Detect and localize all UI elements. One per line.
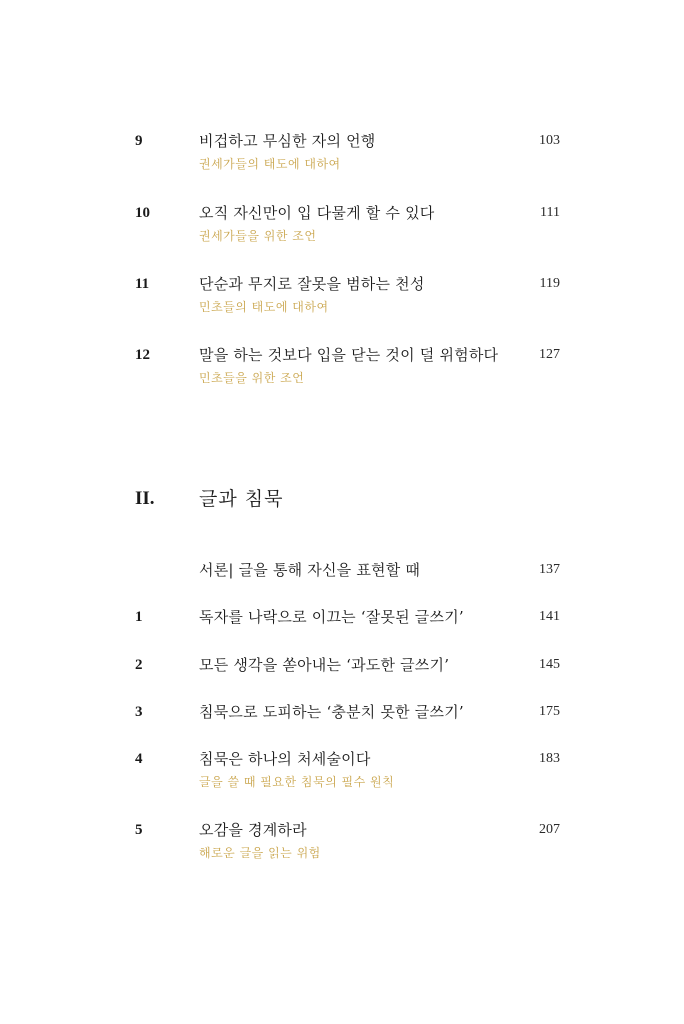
chapter-number: 11 xyxy=(135,276,150,292)
chapter-title: 독자를 나락으로 이끄는 ‘잘못된 글쓰기’ xyxy=(199,608,464,626)
section-number: II. xyxy=(135,488,155,509)
chapter-title: 오직 자신만이 입 다물게 할 수 있다 xyxy=(199,204,435,222)
chapter-subtitle: 민초들의 태도에 대하여 xyxy=(199,300,329,314)
page-number: 175 xyxy=(539,704,560,719)
page-number: 103 xyxy=(539,133,560,148)
chapter-subtitle: 해로운 글을 읽는 위험 xyxy=(199,846,321,860)
chapter-title: 모든 생각을 쏟아내는 ‘과도한 글쓰기’ xyxy=(199,656,450,674)
chapter-number: 4 xyxy=(135,751,143,767)
chapter-number: 9 xyxy=(135,133,143,149)
chapter-number: 2 xyxy=(135,657,143,673)
chapter-subtitle: 권세가들의 태도에 대하여 xyxy=(199,157,341,171)
chapter-title: 비겁하고 무심한 자의 언행 xyxy=(199,132,376,150)
page-number: 137 xyxy=(539,562,560,577)
page-number: 127 xyxy=(539,347,560,362)
chapter-title: 오감을 경계하라 xyxy=(199,821,307,839)
chapter-number: 5 xyxy=(135,822,143,838)
page-number: 111 xyxy=(540,205,560,220)
page-number: 183 xyxy=(539,751,560,766)
chapter-number: 12 xyxy=(135,347,150,363)
chapter-title: 침묵으로 도피하는 ‘충분치 못한 글쓰기’ xyxy=(199,703,464,721)
chapter-subtitle: 민초들을 위한 조언 xyxy=(199,371,305,385)
chapter-number: 10 xyxy=(135,205,150,221)
chapter-title: 말을 하는 것보다 입을 닫는 것이 덜 위험하다 xyxy=(199,346,499,364)
chapter-title: 침묵은 하나의 처세술이다 xyxy=(199,750,371,768)
chapter-title: 서론| 글을 통해 자신을 표현할 때 xyxy=(199,561,421,579)
page-number: 145 xyxy=(539,657,560,672)
chapter-number: 3 xyxy=(135,704,143,720)
section-title: 글과 침묵 xyxy=(199,488,284,510)
page-number: 119 xyxy=(539,276,560,291)
page-number: 207 xyxy=(539,822,560,837)
chapter-number: 1 xyxy=(135,609,143,625)
chapter-subtitle: 권세가들을 위한 조언 xyxy=(199,229,317,243)
chapter-subtitle: 글을 쓸 때 필요한 침묵의 필수 원칙 xyxy=(199,775,395,789)
chapter-title: 단순과 무지로 잘못을 범하는 천성 xyxy=(199,275,425,293)
page-number: 141 xyxy=(539,609,560,624)
